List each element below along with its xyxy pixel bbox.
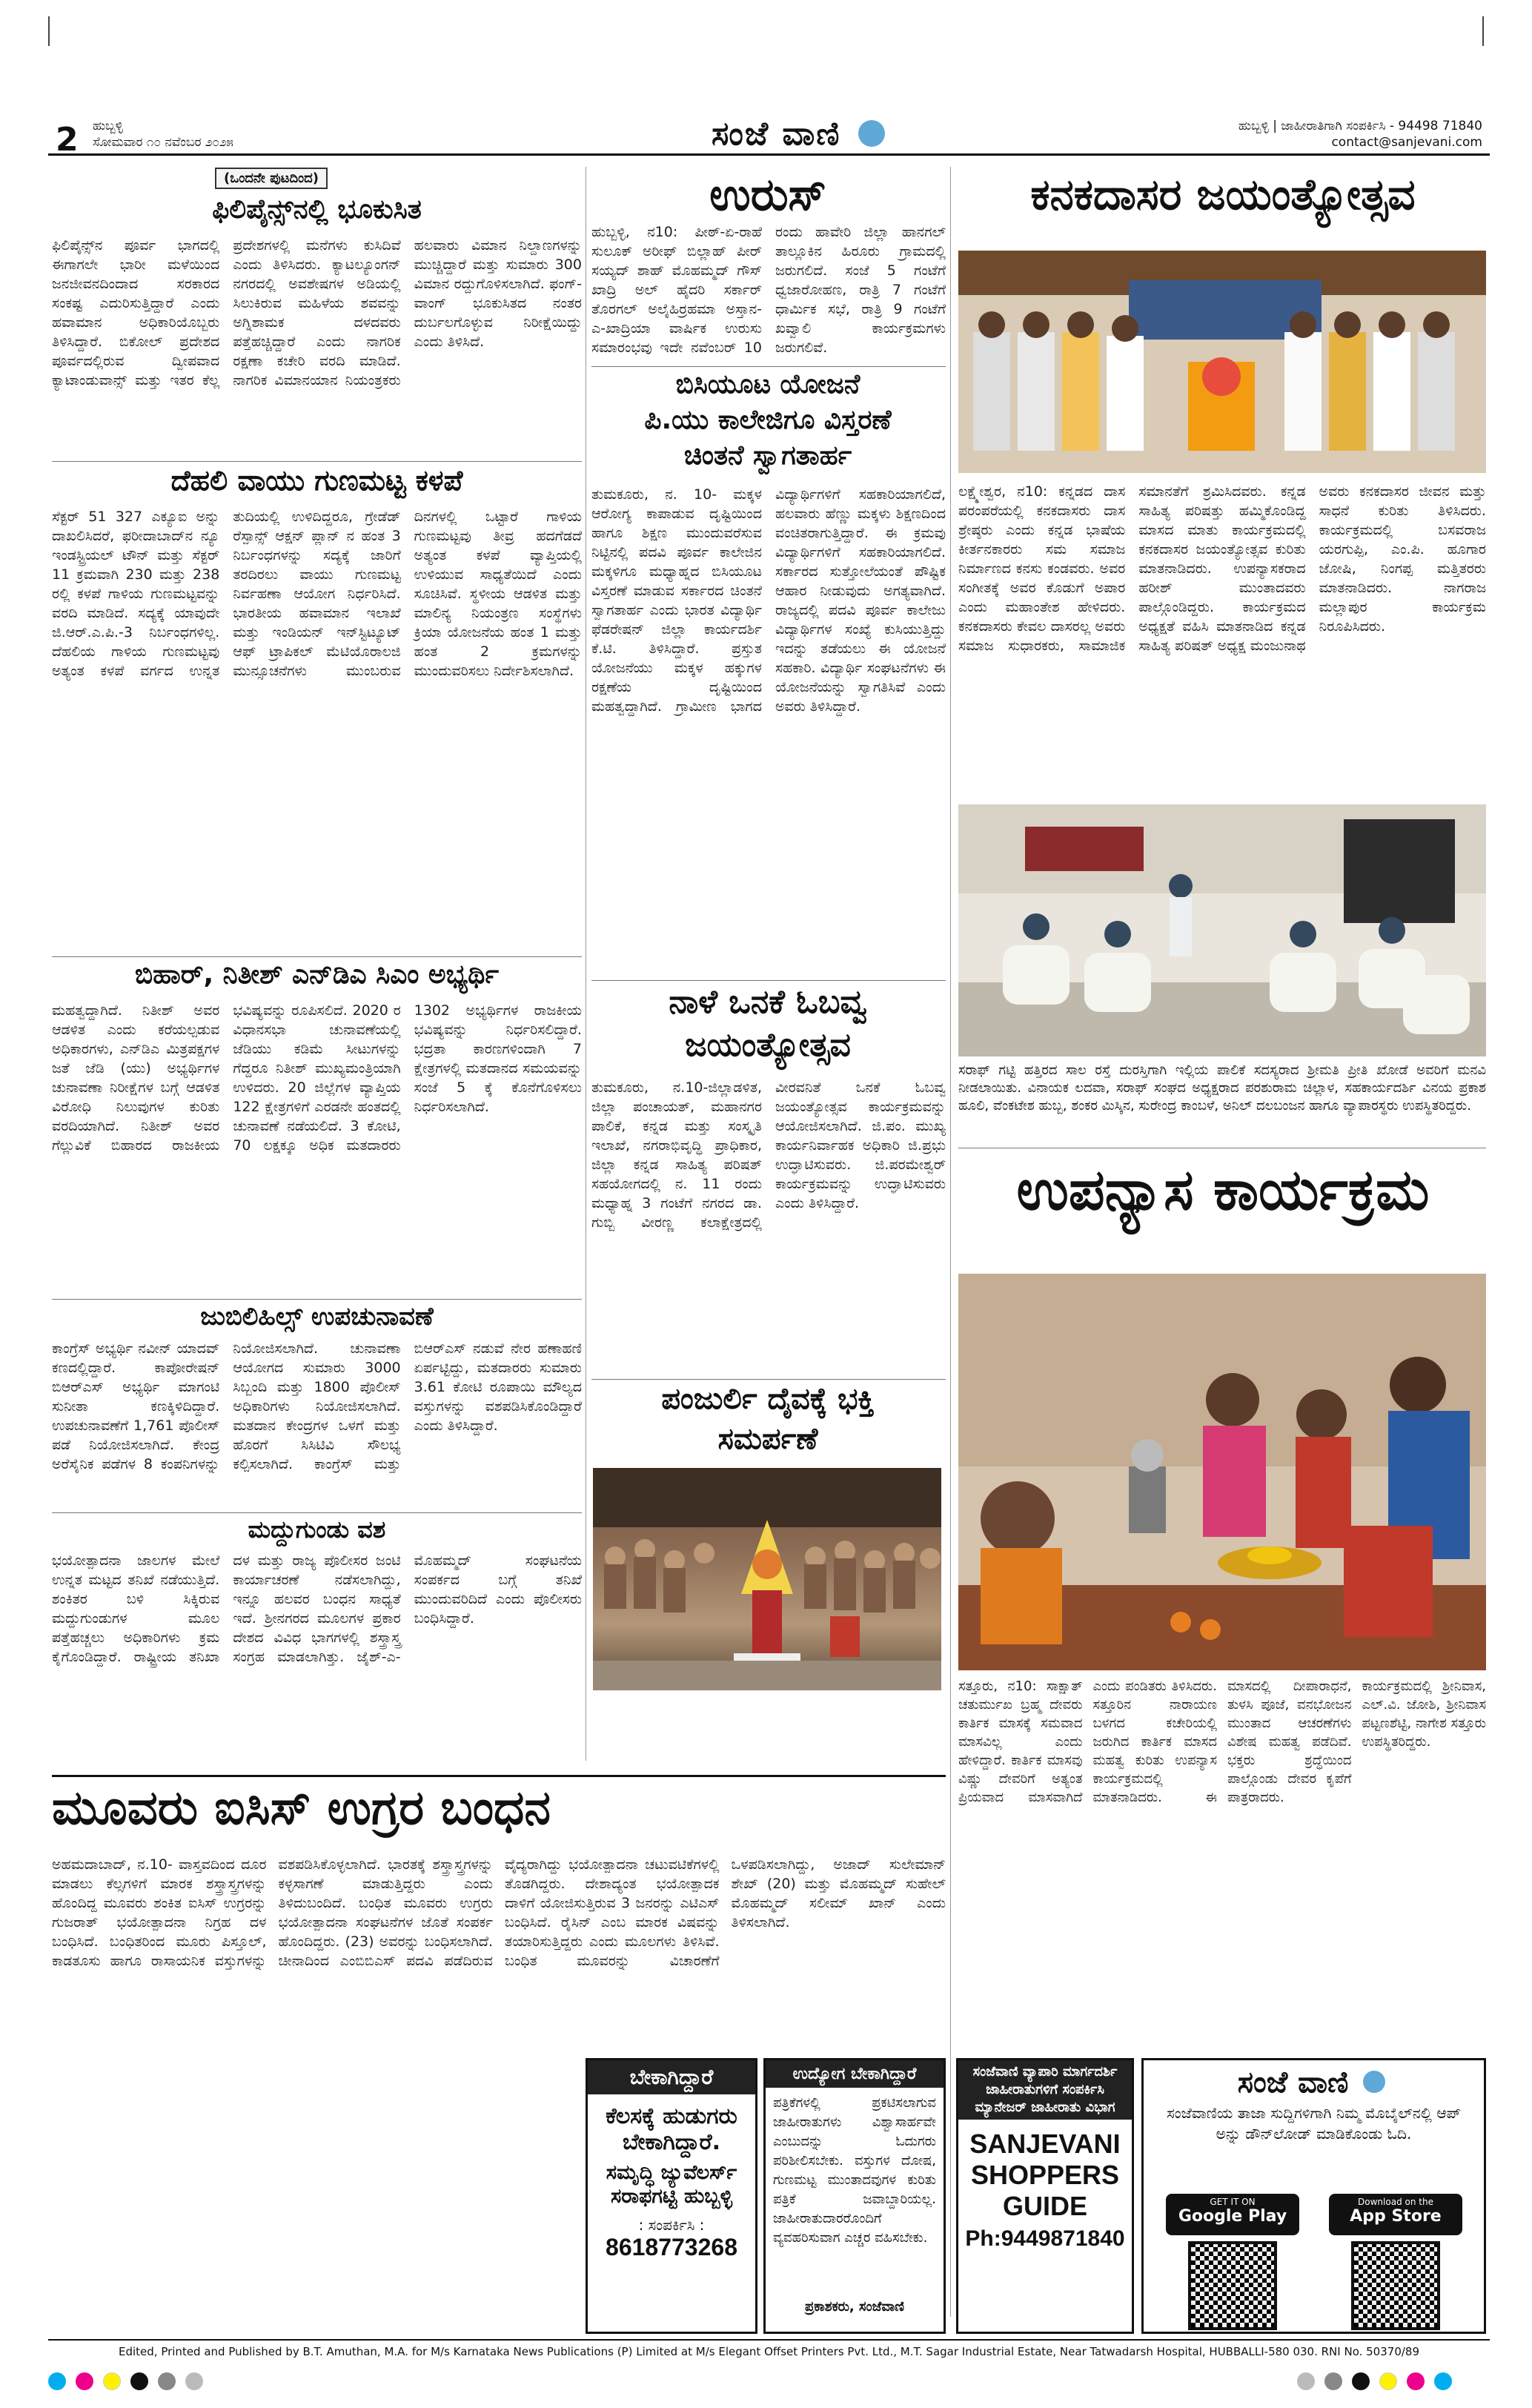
panjurli-illustration: [593, 1468, 941, 1690]
headline-ammunition: ಮದ್ದುಗುಂಡು ವಶ: [248, 1515, 386, 1544]
story-upanyasa-body: ಸತ್ತೂರು, ನ10: ಸಾಕ್ಷಾತ್ ಚತುರ್ಮುಖ ಬ್ರಹ್ಮ ದೇವರು ಕಾರ್ತಿಕ ಮಾಸಕ್ಕೆ ಸಮವಾದ ಮಾಸವಿಲ್ಲ ಎಂದು ಹೇಳಿದ್ದಾರೆ. ಕಾರ್ತಿಕ ಮಾಸವು ವಿಷ್ಣು ದೇವರಿಗೆ ಅತ್ಯಂತ ಪ್ರಿಯವಾದ ಮಾಸವಾಗಿದೆ ಎಂದು ಪಂಡಿತರು ತಿಳಿಸಿದರು. ಸತ್ತೂರಿನ ನಾರಾಯಣ ಬಳಗದ ಕಚೇರಿಯಲ್ಲಿ ಜರುಗಿದ ಕಾರ್ತಿಕ ಮಾಸದ ಮಹತ್ವ ಕುರಿತು ಉಪನ್ಯಾಸ ಕಾರ್ಯಕ್ರಮದಲ್ಲಿ ಮಾತನಾಡಿದರು. ಈ ಮಾಸದಲ್ಲಿ ದೀಪಾರಾಧನೆ, ತುಳಸಿ ಪೂಜೆ, ವನಭೋಜನ ಮುಂತಾದ ಆಚರಣೆಗಳು ವಿಶೇಷ ಮಹತ್ವ ಪಡೆದಿವೆ. ಭಕ್ತರು ಶ್ರದ್ಧೆಯಿಂದ ಪಾಲ್ಗೊಂಡು ದೇವರ ಕೃಪೆಗೆ ಪಾತ್ರರಾದರು. ಕಾರ್ಯಕ್ರಮದಲ್ಲಿ ಶ್ರೀನಿವಾಸ, ಎಲ್.ವಿ. ಜೋಶಿ, ಶ್ರೀನಿವಾಸ ಪಟ್ಟಣಶೆಟ್ಟಿ, ನಾಗೇಶ ಸತ್ತೂರು ಉಪಸ್ಥಿತರಿದ್ದರು.: [958, 1678, 1486, 1805]
story-obavva-body: ತುಮಕೂರು, ನ.10-ಜಿಲ್ಲಾಡಳಿತ, ಜಿಲ್ಲಾ ಪಂಚಾಯತ್, ಮಹಾನಗರ ಪಾಲಿಕೆ, ಕನ್ನಡ ಮತ್ತು ಸಂಸ್ಕೃತಿ ಇಲಾಖೆ, ನಗರಾಭಿವೃದ್ಧಿ ಪ್ರಾಧಿಕಾರ, ಜಿಲ್ಲಾ ಕನ್ನಡ ಸಾಹಿತ್ಯ ಪರಿಷತ್ ಸಹಯೋಗದಲ್ಲಿ ನ. 11 ರಂದು ಮಧ್ಯಾಹ್ನ 3 ಗಂಟೆಗೆ ನಗರದ ಡಾ. ಗುಬ್ಬಿ ವೀರಣ್ಣ ಕಲಾಕ್ಷೇತ್ರದಲ್ಲಿ ವೀರವನಿತೆ ಒನಕೆ ಓಬವ್ವ ಜಯಂತ್ಯೋತ್ಸವ ಕಾರ್ಯಕ್ರಮವನ್ನು ಆಯೋಜಿಸಲಾಗಿದೆ. ಜಿ.ಪಂ. ಮುಖ್ಯ ಕಾರ್ಯನಿರ್ವಾಹಕ ಅಧಿಕಾರಿ ಜಿ.ಪ್ರಭು ಉದ್ಘಾಟಿಸುವರು. ಜಿ.ಪರಮೇಶ್ವರ್ ಕಾರ್ಯಕ್ರಮವನ್ನು ಉದ್ಘಾಟಿಸುವರು ಎಂದು ತಿಳಿಸಿದ್ದಾರೆ.: [591, 1079, 946, 1231]
magenta-dot: [1407, 2372, 1425, 2390]
photo-memorandum-meeting: [958, 804, 1486, 1056]
ad3-title-line3: GUIDE: [1002, 2191, 1087, 2221]
ad1-line1: ಕೆಲಸಕ್ಕೆ ಹುಡುಗರು: [606, 2103, 737, 2129]
ad3-top-line3: ಮ್ಯಾನೇಜರ್ ಜಾಹೀರಾತು ವಿಭಾಗ: [975, 2100, 1115, 2115]
ad3-title-line2: SHOPPERS: [970, 2160, 1120, 2190]
ad4-brand: ಸಂಜೆ ವಾಣಿ: [1237, 2065, 1349, 2100]
page-number: 2: [56, 121, 79, 159]
headline-obavva-l1: ನಾಳೆ ಒನಕೆ ಓಬವ್ವ: [669, 983, 867, 1021]
column-rule: [950, 167, 951, 2317]
app-store-button[interactable]: [1329, 2194, 1462, 2235]
headline-midday-meal-l1: ಬಿಸಿಯೂಟ ಯೋಜನೆ: [675, 369, 860, 400]
meeting-illustration: [958, 804, 1486, 1056]
headline-bihar-nitish: ಬಿಹಾರ್, ನಿತೀಶ್ ಎನ್‌ಡಿಎ ಸಿಎಂ ಅಭ್ಯರ್ಥಿ: [134, 959, 500, 990]
upanyasa-illustration: [958, 1274, 1486, 1670]
imprint-footer: Edited, Printed and Published by B.T. Amuthan, M.A. for M/s Karnataka News Publications (P) Limited at M/s Elegant Offset Printers Pvt. Ltd., M.T. Sagar Industrial Estate, Near Tatwadarsh Hospital, HUBBALLI-580 030. RNI No. 50370/89: [48, 2339, 1490, 2358]
story-jubilee-body: ಕಾಂಗ್ರೆಸ್ ಅಭ್ಯರ್ಥಿ ನವೀನ್ ಯಾದವ್ ಕಣದಲ್ಲಿದ್ದಾರೆ. ಕಾಪೋರೇಷನ್ ಬಿಆರ್‌ಎಸ್ ಅಭ್ಯರ್ಥಿ ಮಾಗಂಟಿ ಸುನೀತಾ ಕಣಕ್ಕಿಳಿದಿದ್ದಾರೆ. ಉಪಚುನಾವಣೆಗೆ 1,761 ಪೊಲೀಸ್ ಪಡೆ ನಿಯೋಜಿಸಲಾಗಿದೆ. ಕೇಂದ್ರ ಅರೆಸೈನಿಕ ಪಡೆಗಳ 8 ಕಂಪನಿಗಳನ್ನು ನಿಯೋಜಿಸಲಾಗಿದೆ. ಚುನಾವಣಾ ಆಯೋಗದ ಸುಮಾರು 3000 ಸಿಬ್ಬಂದಿ ಮತ್ತು 1800 ಪೊಲೀಸ್ ಅಧಿಕಾರಿಗಳು ನಿಯೋಜಿಸಲಾಗಿದೆ. ಮತದಾನ ಕೇಂದ್ರಗಳ ಒಳಗೆ ಮತ್ತು ಹೊರಗೆ ಸಿಸಿಟಿವಿ ಸೌಲಭ್ಯ ಕಲ್ಪಿಸಲಾಗಿದೆ. ಕಾಂಗ್ರೆಸ್ ಮತ್ತು ಬಿಆರ್‌ಎಸ್ ನಡುವೆ ನೇರ ಹಣಾಹಣಿ ಏರ್ಪಟ್ಟಿದ್ದು, ಮತದಾರರು ಸುಮಾರು 3.61 ಕೋಟಿ ರೂಪಾಯಿ ಮೌಲ್ಯದ ವಸ್ತುಗಳನ್ನು ವಶಪಡಿಸಿಕೊಂಡಿದ್ದಾರೆ ಎಂದು ತಿಳಿಸಿದ್ದಾರೆ.: [52, 1340, 582, 1472]
ad3-phone[interactable]: Ph:9449871840: [965, 2226, 1125, 2251]
city-label: ಹುಬ್ಬಳ್ಳಿ: [93, 119, 123, 133]
yellow-dot: [103, 2372, 121, 2390]
ad2-footer: ಪ್ರಕಾಶಕರು, ಸಂಜೆವಾಣಿ: [804, 2299, 905, 2315]
headline-isis-arrest: ಮೂವರು ಐಸಿಸ್ ಉಗ್ರರ ಬಂಧನ: [52, 1781, 551, 1836]
continued-tag: (ಒಂದನೇ ಪುಟದಿಂದ): [215, 168, 328, 189]
brand-logo: [712, 115, 889, 153]
headline-panjurli-l2: ಸಮರ್ಪಣೆ: [717, 1422, 818, 1456]
app-store-qr-code[interactable]: [1351, 2241, 1440, 2330]
google-play-label: Google Play: [1178, 2207, 1287, 2226]
color-registration-left: [48, 2372, 209, 2392]
story-ammunition-body: ಭಯೋತ್ಪಾದನಾ ಜಾಲಗಳ ಮೇಲೆ ಉನ್ನತ ಮಟ್ಟದ ತನಿಖೆ ನಡೆಯುತ್ತಿದೆ. ಶಂಕಿತರ ಬಳಿ ಸಿಕ್ಕಿರುವ ಮದ್ದುಗುಂಡುಗಳ ಮೂಲ ಪತ್ತೆಹಚ್ಚಲು ಅಧಿಕಾರಿಗಳು ಕ್ರಮ ಕೈಗೊಂಡಿದ್ದಾರೆ. ರಾಷ್ಟ್ರೀಯ ತನಿಖಾ ದಳ ಮತ್ತು ರಾಜ್ಯ ಪೊಲೀಸರ ಜಂಟಿ ಕಾರ್ಯಾಚರಣೆ ನಡೆಸಲಾಗಿದ್ದು, ಇನ್ನೂ ಹಲವರ ಬಂಧನ ಸಾಧ್ಯತೆ ಇದೆ. ಶ್ರೀನಗರದ ಮೂಲಗಳ ಪ್ರಕಾರ ದೇಶದ ವಿವಿಧ ಭಾಗಗಳಲ್ಲಿ ಶಸ್ತ್ರಾಸ್ತ್ರ ಸಂಗ್ರಹ ಮಾಡಲಾಗಿತ್ತು. ಜೈಶ್-ಎ-ಮೊಹಮ್ಮದ್ ಸಂಘಟನೆಯ ಸಂಪರ್ಕದ ಬಗ್ಗೆ ತನಿಖೆ ಮುಂದುವರಿದಿದೆ ಎಂದು ಪೊಲೀಸರು ಬಂಧಿಸಿದ್ದಾರೆ.: [52, 1552, 582, 1665]
story-bihar-body: ಮಹತ್ವದ್ದಾಗಿದೆ. ನಿತೀಶ್ ಅವರ ಆಡಳಿತ ಎಂದು ಕರೆಯಲ್ಪಡುವ ಅಧಿಕಾರಗಳು, ಎನ್‌ಡಿಎ ಮಿತ್ರಪಕ್ಷಗಳ ಜತೆ ಜೆಡಿ (ಯು) ಅಭ್ಯರ್ಥಿಗಳ ಚುನಾವಣಾ ನಿರೀಕ್ಷೆಗಳ ಬಗ್ಗೆ ಆಡಳಿತ ವಿರೋಧಿ ನಿಲುವುಗಳ ಕುರಿತು ವರದಿಯಾಗಿದೆ. ನಿತೀಶ್ ಅವರ ಗೆಲ್ಲುವಿಕೆ ಬಿಹಾರದ ರಾಜಕೀಯ ಭವಿಷ್ಯವನ್ನು ರೂಪಿಸಲಿದೆ. 2020 ರ ವಿಧಾನಸಭಾ ಚುನಾವಣೆಯಲ್ಲಿ ಜೆಡಿಯು ಕಡಿಮೆ ಸೀಟುಗಳನ್ನು ಗೆದ್ದರೂ ನಿತೀಶ್ ಮುಖ್ಯಮಂತ್ರಿಯಾಗಿ ಉಳಿದರು. 20 ಜಿಲ್ಲೆಗಳ ವ್ಯಾಪ್ತಿಯ 122 ಕ್ಷೇತ್ರಗಳಿಗೆ ಎರಡನೇ ಹಂತದಲ್ಲಿ ಚುನಾವಣೆ ನಡೆಯಲಿದೆ. 3 ಕೋಟಿ, 70 ಲಕ್ಷಕ್ಕೂ ಅಧಿಕ ಮತದಾರರು 1302 ಅಭ್ಯರ್ಥಿಗಳ ರಾಜಕೀಯ ಭವಿಷ್ಯವನ್ನು ನಿರ್ಧರಿಸಲಿದ್ದಾರೆ. ಭದ್ರತಾ ಕಾರಣಗಳಿಂದಾಗಿ 7 ಕ್ಷೇತ್ರಗಳಲ್ಲಿ ಮತದಾನದ ಸಮಯವನ್ನು ಸಂಜೆ 5 ಕ್ಕೆ ಕೊನೆಗೊಳಿಸಲು ನಿರ್ಧರಿಸಲಾಗಿದೆ.: [52, 1002, 582, 1154]
headline-urus: ಉರುಸ್: [709, 169, 826, 221]
story-kanakadasa-body: ಲಕ್ಷ್ಮೇಶ್ವರ, ನ10: ಕನ್ನಡದ ದಾಸ ಪರಂಪರೆಯಲ್ಲಿ ಕನಕದಾಸರು ದಾಸ ಶ್ರೇಷ್ಠರು ಎಂದು ಕನ್ನಡ ಭಾಷೆಯ ಕೀರ್ತನಕಾರರು ಸಮ ಸಮಾಜ ನಿರ್ಮಾಣದ ಕನಸು ಕಂಡವರು. ಅವರ ಸಂಗೀತಕ್ಕೆ ಅವರ ಕೊಡುಗೆ ಅಪಾರ ಎಂದು ಮಹಾಂತೇಶ ಹೇಳಿದರು. ಕನಕದಾಸರು ಕೇವಲ ದಾಸರಲ್ಲ ಅವರು ಸಮಾಜ ಸುಧಾರಕರು, ಸಾಮಾಜಿಕ ಸಮಾನತೆಗೆ ಶ್ರಮಿಸಿದವರು. ಕನ್ನಡ ಸಾಹಿತ್ಯ ಪರಿಷತ್ತು ಹಮ್ಮಿಕೊಂಡಿದ್ದ ಮಾಸದ ಮಾತು ಕಾರ್ಯಕ್ರಮದಲ್ಲಿ ಕನಕದಾಸರ ಜಯಂತ್ಯೋತ್ಸವ ಕುರಿತು ಮಾತನಾಡಿದರು. ಉಪನ್ಯಾಸಕರಾದ ಹರೀಶ್ ಮುಂತಾದವರು ಪಾಲ್ಗೊಂಡಿದ್ದರು. ಕಾರ್ಯಕ್ರಮದ ಅಧ್ಯಕ್ಷತೆ ವಹಿಸಿ ಮಾತನಾಡಿದ ಕನ್ನಡ ಸಾಹಿತ್ಯ ಪರಿಷತ್ ಅಧ್ಯಕ್ಷ ಮಂಜುನಾಥ ಅವರು ಕನಕದಾಸರ ಜೀವನ ಮತ್ತು ಸಾಧನೆ ಕುರಿತು ತಿಳಿಸಿದರು. ಕಾರ್ಯಕ್ರಮದಲ್ಲಿ ಬಸವರಾಜ ಯರಗುಪ್ಪಿ, ಎಂ.ಪಿ. ಹೂಗಾರ ಜೋಷಿ, ನಿಂಗಪ್ಪ ಮತ್ತಿತರರು ಮಾತನಾಡಿದರು. ನಾಗರಾಜ ಮಲ್ಲಾಪುರ ಕಾರ್ಯಕ್ರಮ ನಿರೂಪಿಸಿದರು.: [958, 483, 1486, 654]
ad-jewellers-wanted[interactable]: [586, 2058, 757, 2334]
ad1-contact-label: : ಸಂಪರ್ಕಿಸಿ :: [638, 2216, 705, 2234]
photo-upanyasa-event: [958, 1274, 1486, 1670]
headline-midday-meal-l3: ಚಿಂತನೆ ಸ್ವಾಗತಾರ್ಹ: [683, 440, 852, 471]
kanakadasa-illustration: [958, 251, 1486, 473]
ad1-line4: ಸರಾಫಗಟ್ಟಿ ಹುಬ್ಬಳ್ಳಿ: [610, 2185, 733, 2208]
contact-info: [1238, 118, 1482, 150]
ad4-tagline: ಸಂಜೆವಾಣಿಯ ತಾಜಾ ಸುದ್ದಿಗಳಿಗಾಗಿ ನಿಮ್ಮ ಮೊಬೈಲ್‌ನಲ್ಲಿ ಆಪ್ ಅನ್ನು ಡೌನ್‌ಲೋಡ್ ಮಾಡಿಕೊಂಡು ಓದಿ.: [1167, 2104, 1461, 2143]
masthead: [48, 115, 1490, 159]
grey-dot: [1324, 2372, 1342, 2390]
story-urus-body: ಹುಬ್ಬಳ್ಳಿ, ನ10: ಪೀಠ್-ಏ-ರಾಹೆ ಸುಲೂಕ್ ಅರೀಫ್ ಬಿಲ್ಲಾಹ್ ಪೀರ್ ಸಯ್ಯದ್ ಶಾಹ್ ಮೊಹಮ್ಮದ್ ಗೌಸ್ ಖಾದ್ರಿ ಅಲ್ ಹೈದರಿ ಸರ್ಕಾರ್ ತೊರಗಲ್ ಅಲೈಹಿರ್ರಹಮಾ ಅಸ್ತಾನ-ಎ-ಖಾದ್ರಿಯಾ ವಾರ್ಷಿಕ ಉರುಸು ಸಮಾರಂಭವು ಇದೇ ನವೆಂಬರ್ 10 ರಂದು ಹಾವೇರಿ ಜಿಲ್ಲಾ ಹಾನಗಲ್ ತಾಲ್ಲೂಕಿನ ಹಿರೂರು ಗ್ರಾಮದಲ್ಲಿ ಜರುಗಲಿದೆ. ಸಂಜೆ 5 ಗಂಟೆಗೆ ಧ್ವಜಾರೋಹಣ, ರಾತ್ರಿ 7 ಗಂಟೆಗೆ ಧಾರ್ಮಿಕ ಸಭೆ, ರಾತ್ರಿ 9 ಗಂಟೆಗೆ ಖವ್ವಾಲಿ ಕಾರ್ಯಕ್ರಮಗಳು ಜರುಗಲಿವೆ.: [591, 224, 946, 356]
ad1-line3: ಸಮೃದ್ಧಿ ಜ್ಯುವೆಲರ್ಸ್: [606, 2161, 737, 2184]
story-midday-meal-body: ತುಮಕೂರು, ನ. 10- ಮಕ್ಕಳ ಆರೋಗ್ಯ ಕಾಪಾಡುವ ದೃಷ್ಟಿಯಿಂದ ಹಾಗೂ ಶಿಕ್ಷಣ ಮುಂದುವರೆಸುವ ನಿಟ್ಟಿನಲ್ಲಿ ಪದವಿ ಪೂರ್ವ ಕಾಲೇಜಿನ ಮಕ್ಕಳಿಗೂ ಮಧ್ಯಾಹ್ನದ ಬಿಸಿಯೂಟ ವಿಸ್ತರಣೆ ಮಾಡುವ ಸರ್ಕಾರದ ಚಿಂತನೆ ಸ್ವಾಗತಾರ್ಹ ಎಂದು ಭಾರತ ವಿದ್ಯಾರ್ಥಿ ಫೆಡರೇಷನ್ ಜಿಲ್ಲಾ ಕಾರ್ಯದರ್ಶಿ ಕೆ.ಟಿ. ತಿಳಿಸಿದ್ದಾರೆ. ಪ್ರಸ್ತುತ ಯೋಜನೆಯು ಮಕ್ಕಳ ಹಕ್ಕುಗಳ ರಕ್ಷಣೆಯ ದೃಷ್ಟಿಯಿಂದ ಮಹತ್ವದ್ದಾಗಿದೆ. ಗ್ರಾಮೀಣ ಭಾಗದ ವಿದ್ಯಾರ್ಥಿಗಳಿಗೆ ಸಹಕಾರಿಯಾಗಲಿದೆ, ಹಲವಾರು ಹೆಣ್ಣು ಮಕ್ಕಳು ಶಿಕ್ಷಣದಿಂದ ವಂಚಿತರಾಗುತ್ತಿದ್ದಾರೆ. ಈ ಕ್ರಮವು ವಿದ್ಯಾರ್ಥಿಗಳಿಗೆ ಸಹಕಾರಿಯಾಗಲಿದೆ. ಸರ್ಕಾರದ ಸುತ್ತೋಲೆಯಂತೆ ಪೌಷ್ಟಿಕ ಆಹಾರ ನೀಡುವುದು ಅಗತ್ಯವಾಗಿದೆ. ರಾಜ್ಯದಲ್ಲಿ ಪದವಿ ಪೂರ್ವ ಕಾಲೇಜು ವಿದ್ಯಾರ್ಥಿಗಳ ಸಂಖ್ಯೆ ಕುಸಿಯುತ್ತಿದ್ದು ಇದನ್ನು ತಡೆಯಲು ಈ ಯೋಜನೆ ಸಹಕಾರಿ. ವಿದ್ಯಾರ್ಥಿ ಸಂಘಟನೆಗಳು ಈ ಯೋಜನೆಯನ್ನು ಸ್ವಾಗತಿಸಿವೆ ಎಂದು ಅವರು ತಿಳಿಸಿದ್ದಾರೆ.: [591, 486, 946, 715]
google-play-button[interactable]: [1166, 2194, 1299, 2235]
ad2-body: ಪತ್ರಿಕೆಗಳಲ್ಲಿ ಪ್ರಕಟಿಸಲಾಗುವ ಜಾಹೀರಾತುಗಳು ವಿಶ್ವಾಸಾರ್ಹವೇ ಎಂಬುದನ್ನು ಓದುಗರು ಪರಿಶೀಲಿಸಬೇಕು. ವಸ್ತುಗಳ ದೋಷ, ಗುಣಮಟ್ಟ ಮುಂತಾದವುಗಳ ಕುರಿತು ಪತ್ರಿಕೆ ಜವಾಬ್ದಾರಿಯಲ್ಲ. ಜಾಹೀರಾತುದಾರರೊಂದಿಗೆ ವ್ಯವಹರಿಸುವಾಗ ಎಚ್ಚರ ವಹಿಸಬೇಕು.: [773, 2095, 936, 2246]
light-grey-dot: [1297, 2372, 1315, 2390]
caption-memorandum: ಸರಾಫ್ ಗಟ್ಟಿ ಹತ್ತಿರದ ಸಾಲ ರಸ್ತೆ ದುರಸ್ತಿಗಾಗಿ ಇಲ್ಲಿಯ ಪಾಲಿಕೆ ಸದಸ್ಯರಾದ ಶ್ರೀಮತಿ ಪ್ರೀತಿ ಖೋಡೆ ಅವರಿಗೆ ಮನವಿ ನೀಡಲಾಯಿತು. ವಿನಾಯಕ ಲದವಾ, ಸರಾಫ್ ಸಂಘದ ಅಧ್ಯಕ್ಷರಾದ ಪರಶುರಾಮ ಚಿಲ್ಲಾಳ, ಸಹಕಾರ್ಯದರ್ಶಿ ವಿನಯ ಪ್ರಕಾಶ ಹೂಲಿ, ವೆಂಕಟೇಶ ಹುಬ್ಬ, ಶಂಕರ ಮಿಸ್ಕಿನ, ಸುರೇಂದ್ರ ಕಾಂಬಳೆ, ಅನಿಲ್ ದಲಬಂಜನ ಹಾಗೂ ವ್ಯಾಪಾರಸ್ಥರು ಉಪಸ್ಥಿತರಿದ್ದರು.: [958, 1062, 1486, 1114]
ad3-title-line1: SANJEVANI: [969, 2128, 1121, 2159]
story-delhi-air-body: ಸೆಕ್ಟರ್ 51 327 ಎಕ್ಯೂಐ ಅನ್ನು ದಾಖಲಿಸಿದರೆ, ಫರೀದಾಬಾದ್‌ನ ನ್ಯೂ ಇಂಡಸ್ಟ್ರಿಯಲ್ ಟೌನ್ ಮತ್ತು ಸೆಕ್ಟರ್ 11 ಕ್ರಮವಾಗಿ 230 ಮತ್ತು 238 ರಲ್ಲಿ ಕಳಪೆ ಗಾಳಿಯ ಗುಣಮಟ್ಟವನ್ನು ವರದಿ ಮಾಡಿದೆ. ಸದ್ಯಕ್ಕೆ ಯಾವುದೇ ಜಿ.ಆರ್.ಎ.ಪಿ.-3 ನಿರ್ಬಂಧಗಳಿಲ್ಲ. ದೆಹಲಿಯ ಗಾಳಿಯ ಗುಣಮಟ್ಟವು ಅತ್ಯಂತ ಕಳಪೆ ವರ್ಗದ ಉನ್ನತ ತುದಿಯಲ್ಲಿ ಉಳಿದಿದ್ದರೂ, ಗ್ರೇಡೆಡ್ ರೆಸ್ಪಾನ್ಸ್ ಆಕ್ಷನ್ ಪ್ಲಾನ್ ನ ಹಂತ 3 ನಿರ್ಬಂಧಗಳನ್ನು ಸದ್ಯಕ್ಕೆ ಜಾರಿಗೆ ತರದಿರಲು ವಾಯು ಗುಣಮಟ್ಟ ನಿರ್ವಹಣಾ ಆಯೋಗ ನಿರ್ಧರಿಸಿದೆ. ಭಾರತೀಯ ಹವಾಮಾನ ಇಲಾಖೆ ಮತ್ತು ಇಂಡಿಯನ್ ಇನ್‌ಸ್ಟಿಟ್ಯೂಟ್ ಆಫ್ ಟ್ರಾಪಿಕಲ್ ಮೆಟಿಯೊರಾಲಜಿ ಮುನ್ಸೂಚನೆಗಳು ಮುಂಬರುವ ದಿನಗಳಲ್ಲಿ ಒಟ್ಟಾರೆ ಗಾಳಿಯ ಗುಣಮಟ್ಟವು ತೀವ್ರ ಹದಗೆಡದೆ ಅತ್ಯಂತ ಕಳಪೆ ವ್ಯಾಪ್ತಿಯಲ್ಲಿ ಉಳಿಯುವ ಸಾಧ್ಯತೆಯಿದೆ ಎಂದು ಸೂಚಿಸಿವೆ. ಸ್ಥಳೀಯ ಆಡಳಿತ ಮತ್ತು ಮಾಲಿನ್ಯ ನಿಯಂತ್ರಣ ಸಂಸ್ಥೆಗಳು ಕ್ರಿಯಾ ಯೋಜನೆಯ ಹಂತ 1 ಮತ್ತು ಹಂತ 2 ಕ್ರಮಗಳನ್ನು ಮುಂದುವರಿಸಲು ನಿರ್ದೇಶಿಸಲಾಗಿದೆ.: [52, 509, 582, 679]
grey-dot: [158, 2372, 176, 2390]
light-grey-dot: [185, 2372, 203, 2390]
globe-icon: [858, 120, 885, 147]
edition-info: [93, 118, 233, 150]
app-store-sub: Download on the: [1358, 2197, 1433, 2207]
google-play-sub: GET IT ON: [1210, 2197, 1256, 2207]
headline-midday-meal-l2: ಪಿ.ಯು ಕಾಲೇಜಿಗೂ ವಿಸ್ತರಣೆ: [644, 405, 892, 435]
headline-panjurli-l1: ಪಂಜುರ್ಲಿ ದೈವಕ್ಕೆ ಭಕ್ತಿ: [661, 1382, 875, 1416]
black-dot: [1352, 2372, 1370, 2390]
ad1-phone[interactable]: 8618773268: [606, 2234, 737, 2260]
ad1-line2: ಬೇಕಾಗಿದ್ದಾರೆ.: [623, 2129, 720, 2155]
story-isis-body: ಅಹಮದಾಬಾದ್, ನ.10- ವಾಸ್ತವದಿಂದ ದೂರ ಮಾಡಲು ಕೆಲ್ಸಗಳಿಗೆ ಮಾರಕ ಶಸ್ತ್ರಾಸ್ತ್ರಗಳನ್ನು ಹೊಂದಿದ್ದ ಮೂವರು ಶಂಕಿತ ಐಸಿಸ್ ಉಗ್ರರನ್ನು ಗುಜರಾತ್ ಭಯೋತ್ಪಾದನಾ ನಿಗ್ರಹ ದಳ ಬಂಧಿಸಿದೆ. ಬಂಧಿತರಿಂದ ಮೂರು ಪಿಸ್ತೂಲ್, ಕಾಡತೂಸು ಹಾಗೂ ರಾಸಾಯನಿಕ ವಸ್ತುಗಳನ್ನು ವಶಪಡಿಸಿಕೊಳ್ಳಲಾಗಿದೆ. ಭಾರತಕ್ಕೆ ಶಸ್ತ್ರಾಸ್ತ್ರಗಳನ್ನು ಕಳ್ಳಸಾಗಣೆ ಮಾಡುತ್ತಿದ್ದರು ಎಂದು ತಿಳಿದುಬಂದಿದೆ. ಬಂಧಿತ ಮೂವರು ಉಗ್ರರು ಭಯೋತ್ಪಾದನಾ ಸಂಘಟನೆಗಳ ಜೊತೆ ಸಂಪರ್ಕ ಹೊಂದಿದ್ದರು. (23) ಅವರನ್ನು ಬಂಧಿಸಲಾಗಿದೆ. ಚೀನಾದಿಂದ ಎಂಬಿಬಿಎಸ್ ಪದವಿ ಪಡೆದಿರುವ ವೈದ್ಯರಾಗಿದ್ದು ಭಯೋತ್ಪಾದನಾ ಚಟುವಟಿಕೆಗಳಲ್ಲಿ ತೊಡಗಿದ್ದರು. ದೇಶಾದ್ಯಂತ ಭಯೋತ್ಪಾದಕ ದಾಳಿಗೆ ಯೋಜಿಸುತ್ತಿರುವ 3 ಜನರನ್ನು ಎಟಿಎಸ್ ಬಂಧಿಸಿದೆ. ರೈಸಿನ್ ಎಂಬ ಮಾರಕ ವಿಷವನ್ನು ತಯಾರಿಸುತ್ತಿದ್ದರು ಎಂದು ಮೂಲಗಳು ತಿಳಿಸಿವೆ. ಬಂಧಿತ ಮೂವರನ್ನು ವಿಚಾರಣೆಗೆ ಒಳಪಡಿಸಲಾಗಿದ್ದು, ಅಜಾದ್ ಸುಲೇಮಾನ್ ಶೇಖ್ (20) ಮತ್ತು ಮೊಹಮ್ಮದ್ ಸುಹೇಲ್ ಮೊಹಮ್ಮದ್ ಸಲೀಮ್ ಖಾನ್ ಎಂದು ತಿಳಿಸಲಾಗಿದೆ.: [52, 1856, 946, 1969]
ad1-title: ಬೇಕಾಗಿದ್ದಾರೆ: [588, 2060, 755, 2094]
photo-panjurli: [593, 1468, 941, 1690]
cyan-dot: [1434, 2372, 1452, 2390]
yellow-dot: [1379, 2372, 1397, 2390]
headline-delhi-air: ದೆಹಲಿ ವಾಯು ಗುಣಮಟ್ಟ ಕಳಪೆ: [170, 464, 463, 497]
black-dot: [130, 2372, 148, 2390]
ad-shoppers-guide[interactable]: [956, 2058, 1134, 2334]
cyan-dot: [48, 2372, 66, 2390]
ad4-globe-icon: [1363, 2071, 1385, 2093]
headline-upanyasa: ಉಪನ್ಯಾಸ ಕಾರ್ಯಕ್ರಮ: [1016, 1157, 1430, 1223]
story-philippines-body: ಫಿಲಿಪೈನ್ಸ್‌ನ ಪೂರ್ವ ಭಾಗದಲ್ಲಿ ಈಗಾಗಲೇ ಭಾರೀ ಮಳೆಯಿಂದ ಜನಜೀವನದಿಂದಾದ ಸರಕಾರದ ಸಂಕಷ್ಟ ಎದುರಿಸುತ್ತಿದ್ದಾರೆ ಎಂದು ಹವಾಮಾನ ಅಧಿಕಾರಿಯೊಬ್ಬರು ತಿಳಿಸಿದ್ದಾರೆ. ಬಿಕೋಲ್ ಪ್ರದೇಶದ ಪೂರ್ವದಲ್ಲಿರುವ ದ್ವೀಪವಾದ ಕ್ಯಾಟಾಂಡುವಾನ್ಸ್ ಮತ್ತು ಇತರ ಕೆಲ್ಲ ಪ್ರದೇಶಗಳಲ್ಲಿ ಮನೆಗಳು ಕುಸಿದಿವೆ ಎಂದು ತಿಳಿಸಿದರು. ಕ್ಯಾಟಲ್ಯೂಂಗನ್ ನಗರದಲ್ಲಿ ಅವಶೇಷಗಳ ಅಡಿಯಲ್ಲಿ ಸಿಲುಕಿರುವ ಮಹಿಳೆಯ ಶವವನ್ನು ಅಗ್ನಿಶಾಮಕ ದಳದವರು ಪತ್ತೆಹಚ್ಚಿದ್ದಾರೆ ಎಂದು ನಾಗರಿಕ ರಕ್ಷಣಾ ಕಚೇರಿ ವರದಿ ಮಾಡಿದೆ. ನಾಗರಿಕ ವಿಮಾನಯಾನ ನಿಯಂತ್ರಕರು ಹಲವಾರು ವಿಮಾನ ನಿಲ್ದಾಣಗಳನ್ನು ಮುಚ್ಚಿದ್ದಾರೆ ಮತ್ತು ಸುಮಾರು 300 ವಿಮಾನ ರದ್ದುಗೊಳಿಸಲಾಗಿದೆ. ಫಂಗ್-ವಾಂಗ್ ಭೂಕುಸಿತದ ನಂತರ ದುರ್ಬಲಗೊಳ್ಳುವ ನಿರೀಕ್ಷೆಯಿದ್ದು ಎಂದು ತಿಳಿಸಿದೆ.: [52, 237, 582, 388]
date-label: ಸೋಮವಾರ ೧೦ ನವೆಂಬರ ೨೦೨೫: [93, 135, 233, 150]
ad-contact-line: ಹುಬ್ಬಳ್ಳಿ | ಜಾಹೀರಾತಿಗಾಗಿ ಸಂಪರ್ಕಿಸಿ - 94498 71840: [1238, 119, 1482, 133]
ad-disclaimer: [763, 2058, 946, 2334]
photo-kanakadasa-event: [958, 251, 1486, 473]
headline-jubilee-hills: ಜುಬಿಲಿಹಿಲ್ಸ್ ಉಪಚುನಾವಣೆ: [200, 1302, 434, 1332]
ad2-title: ಉದ್ಯೋಗ ಬೇಕಾಗಿದ್ದಾರೆ: [766, 2060, 944, 2088]
magenta-dot: [76, 2372, 93, 2390]
app-store-label: App Store: [1350, 2207, 1442, 2226]
headline-kanakadasa: ಕನಕದಾಸರ ಜಯಂತ್ಯೋತ್ಸವ: [1030, 169, 1416, 219]
contact-email: contact@sanjevani.com: [1331, 135, 1482, 150]
google-play-qr-code[interactable]: [1188, 2241, 1277, 2330]
headline-obavva-l2: ಜಯಂತ್ಯೋತ್ಸವ: [685, 1026, 851, 1064]
brand-name: ಸಂಜೆ ವಾಣಿ: [712, 115, 841, 153]
ad3-top-line1: ಸಂಜೆವಾಣಿ ವ್ಯಾಪಾರಿ ಮಾರ್ಗದರ್ಶಿ: [972, 2064, 1118, 2080]
color-registration-right: [1297, 2372, 1458, 2392]
ad-app-download[interactable]: [1141, 2058, 1486, 2334]
top-crop-marks: [0, 16, 1532, 37]
headline-philippines: ಫಿಲಿಪೈನ್ಸ್‌ನಲ್ಲಿ ಭೂಕುಸಿತ: [212, 194, 422, 225]
ad3-top-line2: ಜಾಹೀರಾತುಗಳಿಗೆ ಸಂಪರ್ಕಿಸಿ: [986, 2082, 1104, 2097]
